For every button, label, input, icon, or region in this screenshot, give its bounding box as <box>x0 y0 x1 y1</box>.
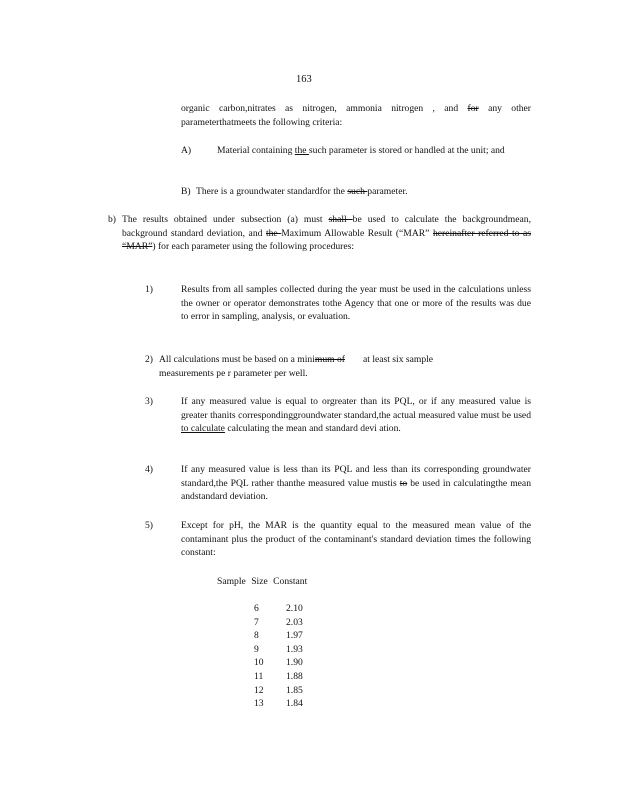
constant-cell: 1.90 <box>286 657 303 669</box>
procedure-3-text-1: If any measured value is equal to orgreater than its PQL, or if any measured value is greater thanits correspondinggroundwater standard,the actual measured value must be used <box>181 396 531 421</box>
page-number: 163 <box>296 74 312 85</box>
item-b-text-2: parameter. <box>367 186 408 197</box>
section-b-label: b) <box>108 214 116 225</box>
item-a-text <box>217 144 531 158</box>
item-a-label: A) <box>181 145 192 156</box>
constant-cell: 2.03 <box>286 616 303 628</box>
table-row <box>254 684 303 698</box>
sample-size-cell: 7 <box>254 616 259 628</box>
procedure-4-label: 4) <box>145 464 153 475</box>
table-row <box>254 629 303 643</box>
item-b-label: B) <box>181 186 191 197</box>
section-b-deleted-hereinafter: hereinafter referred to as “MAR” <box>122 227 531 253</box>
procedure-2-deleted-mum-of: mum of <box>314 354 345 365</box>
item-a-text-2: such parameter is stored or handled at the unit; and <box>308 145 505 156</box>
item-b-text <box>196 185 531 199</box>
table-row <box>254 602 303 616</box>
table-row <box>254 616 303 630</box>
table-row <box>254 670 303 684</box>
constant-cell: 1.85 <box>286 684 303 696</box>
procedure-1-label: 1) <box>145 284 153 295</box>
table-row <box>254 697 303 711</box>
constant-table-body <box>254 602 303 711</box>
procedure-5-label: 5) <box>145 520 153 531</box>
section-b-text-4: ) for each parameter using the following procedures: <box>152 241 355 253</box>
section-b-body <box>122 213 531 254</box>
sample-size-cell: 8 <box>254 630 259 642</box>
constant-table <box>254 602 303 711</box>
procedure-1-text <box>181 283 531 324</box>
header-constant: Constant <box>273 576 308 587</box>
procedure-4-deleted-to: to <box>399 477 408 489</box>
constant-cell: 2.10 <box>286 603 303 614</box>
constant-cell: 1.88 <box>286 670 303 682</box>
constant-cell: 1.97 <box>286 630 303 642</box>
constant-cell: 1.84 <box>286 698 303 710</box>
procedure-5-text-1: Except for pH, the MAR is the quantity equal to the measured mean value of the contaminant plus the product of the contaminant's standard deviation times the following constant: <box>181 520 531 559</box>
procedure-2-text-1: All calculations must be based on a mini <box>159 354 315 365</box>
procedure-3-text-2: calculating the mean and standard devi ation. <box>224 423 401 435</box>
constant-table-header <box>217 575 337 589</box>
procedure-2-text <box>159 353 469 380</box>
section-b-text-1: The results obtained under subsection (a) must <box>122 214 329 225</box>
procedure-4-text-2: be used in calculatingthe mean andstandard deviation. <box>181 477 531 503</box>
procedure-1-text-2: or evaluation. <box>297 311 351 323</box>
procedure-1-text-1: Results from all samples collected during the year must be used in the calculations unless the owner or operator demonstrates tothe Agency that one or more of the results was due to error in sampling, analysis, <box>181 284 531 323</box>
section-b-text-2: be used to calculate the backgroundmean, background standard deviation, and <box>122 214 531 239</box>
constant-table-grid <box>254 602 303 711</box>
procedure-5-text <box>181 519 531 560</box>
procedure-3-text <box>181 395 531 436</box>
sample-size-cell: 13 <box>254 698 264 710</box>
sample-size-cell: 11 <box>254 670 264 682</box>
item-a-text-1: Material containing <box>217 145 295 156</box>
procedure-4-text <box>181 463 531 504</box>
procedure-3-label: 3) <box>145 396 153 407</box>
constant-cell: 1.93 <box>286 643 303 655</box>
table-row <box>254 656 303 670</box>
intro-text-2: any other parameterthatmeets the following criteria: <box>181 103 531 128</box>
item-b-deleted-such: such <box>347 186 368 197</box>
intro-text-1: organic carbon,nitrates as nitrogen, ammonia nitrogen , and <box>181 103 468 114</box>
section-b-deleted-the: the <box>265 227 282 239</box>
section-b-text-3: Maximum Allowable Result (“MAR” <box>281 227 433 239</box>
procedure-2-text-2: at least six sample measurements pe r parameter per well. <box>159 354 434 379</box>
procedure-2-label: 2) <box>145 354 153 365</box>
sample-size-cell: 6 <box>254 603 259 614</box>
item-b-text-1: There is a groundwater standardfor the <box>196 186 348 197</box>
intro-deleted-for: for <box>467 103 479 114</box>
procedure-4-text-1: If any measured value is less than its PQL and less than its corresponding groundwater standard,the PQL rather thanthe measured value mustis <box>181 464 531 489</box>
section-b-paragraph <box>122 213 531 254</box>
sample-size-cell: 12 <box>254 684 264 696</box>
procedure-3-inserted-to-calculate: to calculate <box>181 423 225 435</box>
sample-size-cell: 10 <box>254 657 264 669</box>
header-sample: Sample <box>217 576 246 587</box>
item-a-inserted-the: the <box>294 145 309 156</box>
intro-paragraph <box>181 102 531 129</box>
header-size: Size <box>251 576 268 587</box>
section-b-deleted-shall: shall <box>328 214 353 225</box>
table-row <box>254 643 303 657</box>
sample-size-cell: 9 <box>254 643 259 655</box>
